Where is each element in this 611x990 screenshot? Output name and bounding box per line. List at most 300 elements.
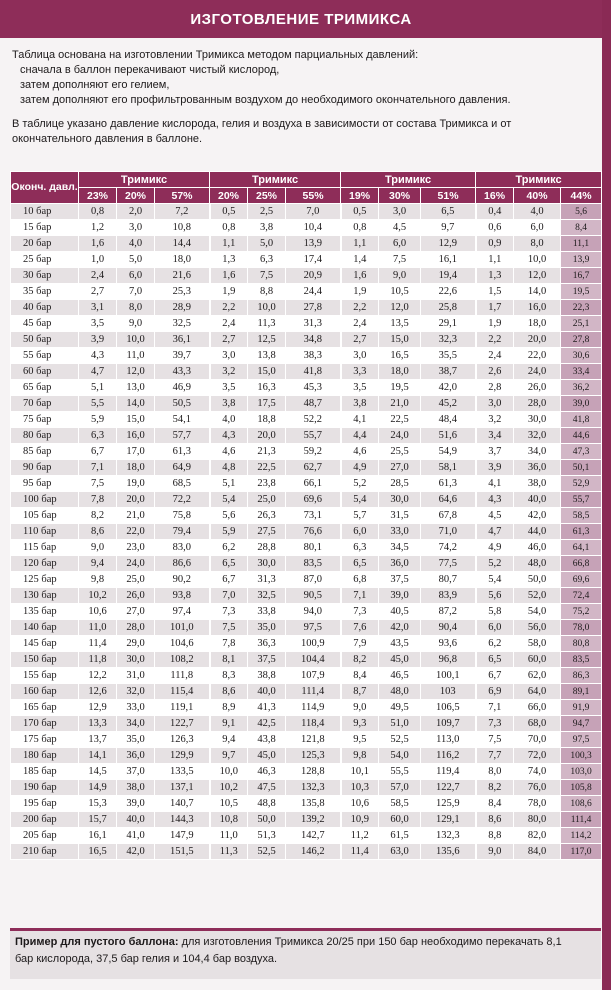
value-cell: 57,7 (155, 428, 210, 444)
value-cell: 39,0 (561, 396, 602, 412)
value-cell: 31,3 (248, 572, 286, 588)
value-cell: 39,0 (117, 796, 155, 812)
value-cell: 3,0 (476, 396, 514, 412)
value-cell: 36,2 (561, 380, 602, 396)
table-row (11, 668, 602, 684)
value-cell: 122,7 (421, 780, 476, 796)
header-col: 20% (117, 188, 155, 204)
value-cell: 24,0 (379, 428, 421, 444)
value-cell: 61,5 (379, 828, 421, 844)
value-cell: 19,4 (421, 268, 476, 284)
value-cell: 7,0 (286, 204, 341, 220)
value-cell: 68,5 (155, 476, 210, 492)
value-cell: 21,6 (155, 268, 210, 284)
value-cell: 80,0 (514, 812, 561, 828)
value-cell: 0,8 (79, 204, 117, 220)
value-cell: 34,8 (286, 332, 341, 348)
value-cell: 142,7 (286, 828, 341, 844)
value-cell: 10,0 (210, 764, 248, 780)
pressure-cell: 110 бар (11, 524, 79, 540)
value-cell: 6,0 (117, 268, 155, 284)
value-cell: 80,7 (421, 572, 476, 588)
value-cell: 9,4 (79, 556, 117, 572)
value-cell: 7,8 (210, 636, 248, 652)
value-cell: 2,2 (341, 300, 379, 316)
value-cell: 34,0 (514, 444, 561, 460)
value-cell: 27,0 (379, 460, 421, 476)
value-cell: 1,2 (79, 220, 117, 236)
value-cell: 50,5 (155, 396, 210, 412)
value-cell: 57,0 (379, 780, 421, 796)
value-cell: 59,2 (286, 444, 341, 460)
value-cell: 4,0 (514, 204, 561, 220)
value-cell: 2,7 (79, 284, 117, 300)
value-cell: 14,0 (514, 284, 561, 300)
value-cell: 9,5 (341, 732, 379, 748)
value-cell: 50,1 (561, 460, 602, 476)
value-cell: 9,7 (421, 220, 476, 236)
value-cell: 114,2 (561, 828, 602, 844)
value-cell: 4,5 (379, 220, 421, 236)
value-cell: 8,6 (79, 524, 117, 540)
table-row (11, 316, 602, 332)
value-cell: 3,7 (476, 444, 514, 460)
value-cell: 1,3 (476, 268, 514, 284)
value-cell: 40,0 (514, 492, 561, 508)
value-cell: 118,4 (286, 716, 341, 732)
value-cell: 28,0 (117, 620, 155, 636)
value-cell: 108,6 (561, 796, 602, 812)
value-cell: 31,3 (286, 316, 341, 332)
value-cell: 5,5 (79, 396, 117, 412)
value-cell: 32,5 (248, 588, 286, 604)
value-cell: 40,0 (117, 812, 155, 828)
value-cell: 4,8 (210, 460, 248, 476)
value-cell: 9,4 (210, 732, 248, 748)
value-cell: 37,5 (248, 652, 286, 668)
value-cell: 45,0 (379, 652, 421, 668)
value-cell: 8,0 (514, 236, 561, 252)
value-cell: 94,0 (286, 604, 341, 620)
value-cell: 20,0 (514, 332, 561, 348)
value-cell: 0,9 (476, 236, 514, 252)
value-cell: 54,9 (421, 444, 476, 460)
table-row (11, 460, 602, 476)
value-cell: 22,6 (421, 284, 476, 300)
value-cell: 4,5 (476, 508, 514, 524)
value-cell: 140,7 (155, 796, 210, 812)
value-cell: 10,0 (248, 300, 286, 316)
intro-line-1: Таблица основана на изготовлении Тримикса методом парциальных давлений: (12, 49, 419, 61)
example-label: Пример для пустого баллона: (15, 936, 179, 948)
value-cell: 61,3 (155, 444, 210, 460)
value-cell: 129,9 (155, 748, 210, 764)
value-cell: 1,0 (79, 252, 117, 268)
value-cell: 43,5 (379, 636, 421, 652)
value-cell: 51,6 (421, 428, 476, 444)
value-cell: 35,5 (421, 348, 476, 364)
value-cell: 16,0 (514, 300, 561, 316)
value-cell: 32,0 (514, 428, 561, 444)
value-cell: 76,0 (514, 780, 561, 796)
table-row (11, 620, 602, 636)
value-cell: 25,3 (155, 284, 210, 300)
value-cell: 23,8 (248, 476, 286, 492)
value-cell: 115,4 (155, 684, 210, 700)
value-cell: 5,6 (476, 588, 514, 604)
value-cell: 13,9 (561, 252, 602, 268)
value-cell: 82,0 (514, 828, 561, 844)
value-cell: 67,8 (421, 508, 476, 524)
value-cell: 70,0 (514, 732, 561, 748)
value-cell: 64,6 (421, 492, 476, 508)
value-cell: 6,0 (476, 620, 514, 636)
value-cell: 21,0 (379, 396, 421, 412)
value-cell: 8,0 (117, 300, 155, 316)
table-row (11, 732, 602, 748)
value-cell: 48,4 (421, 412, 476, 428)
value-cell: 74,2 (421, 540, 476, 556)
value-cell: 35,0 (248, 620, 286, 636)
value-cell: 42,0 (514, 508, 561, 524)
table-row (11, 204, 602, 220)
header-group-3: Тримикс (341, 172, 476, 188)
value-cell: 45,0 (248, 748, 286, 764)
pressure-cell: 45 бар (11, 316, 79, 332)
example-text-1: для изготовления Тримикса 20/25 при 150 бар необходимо перекачать 8,1 (178, 936, 562, 948)
value-cell: 106,5 (421, 700, 476, 716)
pressure-cell: 95 бар (11, 476, 79, 492)
value-cell: 11,0 (79, 620, 117, 636)
value-cell: 8,9 (210, 700, 248, 716)
value-cell: 6,8 (341, 572, 379, 588)
value-cell: 125,9 (421, 796, 476, 812)
value-cell: 14,9 (79, 780, 117, 796)
value-cell: 1,1 (210, 236, 248, 252)
value-cell: 12,0 (514, 268, 561, 284)
value-cell: 7,1 (79, 460, 117, 476)
value-cell: 15,3 (79, 796, 117, 812)
pressure-cell: 10 бар (11, 204, 79, 220)
value-cell: 27,8 (561, 332, 602, 348)
value-cell: 3,5 (79, 316, 117, 332)
header-final-pressure: Оконч. давл. (11, 172, 79, 204)
value-cell: 21,0 (117, 508, 155, 524)
pressure-cell: 40 бар (11, 300, 79, 316)
pressure-cell: 60 бар (11, 364, 79, 380)
value-cell: 4,1 (476, 476, 514, 492)
value-cell: 117,0 (561, 844, 602, 860)
value-cell: 9,0 (476, 844, 514, 860)
pressure-cell: 135 бар (11, 604, 79, 620)
value-cell: 10,5 (379, 284, 421, 300)
value-cell: 69,6 (286, 492, 341, 508)
value-cell: 8,8 (476, 828, 514, 844)
value-cell: 8,4 (341, 668, 379, 684)
value-cell: 20,9 (286, 268, 341, 284)
pressure-cell: 165 бар (11, 700, 79, 716)
value-cell: 3,1 (79, 300, 117, 316)
value-cell: 7,3 (210, 604, 248, 620)
value-cell: 15,0 (117, 412, 155, 428)
value-cell: 8,1 (210, 652, 248, 668)
value-cell: 5,6 (561, 204, 602, 220)
value-cell: 27,0 (117, 604, 155, 620)
table-row (11, 556, 602, 572)
value-cell: 13,3 (79, 716, 117, 732)
value-cell: 9,1 (210, 716, 248, 732)
value-cell: 7,5 (210, 620, 248, 636)
value-cell: 90,2 (155, 572, 210, 588)
value-cell: 3,5 (210, 380, 248, 396)
value-cell: 16,7 (561, 268, 602, 284)
value-cell: 12,6 (79, 684, 117, 700)
value-cell: 43,8 (248, 732, 286, 748)
value-cell: 58,1 (421, 460, 476, 476)
value-cell: 90,4 (421, 620, 476, 636)
value-cell: 58,0 (514, 636, 561, 652)
value-cell: 45,3 (286, 380, 341, 396)
value-cell: 4,9 (341, 460, 379, 476)
value-cell: 10,0 (514, 252, 561, 268)
table-row (11, 476, 602, 492)
value-cell: 25,1 (561, 316, 602, 332)
value-cell: 72,2 (155, 492, 210, 508)
value-cell: 4,3 (210, 428, 248, 444)
header-col: 40% (514, 188, 561, 204)
value-cell: 16,1 (421, 252, 476, 268)
value-cell: 8,2 (341, 652, 379, 668)
value-cell: 100,9 (286, 636, 341, 652)
value-cell: 6,3 (341, 540, 379, 556)
value-cell: 26,0 (514, 380, 561, 396)
value-cell: 38,0 (117, 780, 155, 796)
value-cell: 5,4 (476, 572, 514, 588)
pressure-cell: 20 бар (11, 236, 79, 252)
value-cell: 4,3 (476, 492, 514, 508)
table-row (11, 636, 602, 652)
intro-line-6: окончательного давления в баллоне. (12, 133, 203, 145)
value-cell: 135,6 (421, 844, 476, 860)
value-cell: 22,0 (514, 348, 561, 364)
value-cell: 83,0 (155, 540, 210, 556)
value-cell: 25,0 (248, 492, 286, 508)
value-cell: 4,0 (210, 412, 248, 428)
value-cell: 11,0 (210, 828, 248, 844)
pressure-cell: 50 бар (11, 332, 79, 348)
value-cell: 2,2 (476, 332, 514, 348)
value-cell: 52,5 (379, 732, 421, 748)
value-cell: 11,3 (210, 844, 248, 860)
pressure-cell: 120 бар (11, 556, 79, 572)
value-cell: 5,2 (341, 476, 379, 492)
value-cell: 2,4 (341, 316, 379, 332)
example-text-2: бар кислорода, 37,5 бар гелия и 104,4 бар воздуха. (15, 953, 278, 965)
table-row (11, 396, 602, 412)
value-cell: 25,0 (117, 572, 155, 588)
value-cell: 46,0 (514, 540, 561, 556)
value-cell: 2,6 (476, 364, 514, 380)
value-cell: 5,1 (79, 380, 117, 396)
pressure-cell: 175 бар (11, 732, 79, 748)
value-cell: 111,4 (561, 812, 602, 828)
value-cell: 47,5 (248, 780, 286, 796)
table-row (11, 812, 602, 828)
value-cell: 42,0 (379, 620, 421, 636)
value-cell: 7,6 (341, 620, 379, 636)
value-cell: 11,0 (117, 348, 155, 364)
pressure-cell: 85 бар (11, 444, 79, 460)
value-cell: 10,8 (210, 812, 248, 828)
value-cell: 2,2 (210, 300, 248, 316)
value-cell: 4,7 (79, 364, 117, 380)
value-cell: 8,2 (476, 780, 514, 796)
value-cell: 7,8 (79, 492, 117, 508)
value-cell: 4,9 (476, 540, 514, 556)
value-cell: 33,4 (561, 364, 602, 380)
value-cell: 17,4 (286, 252, 341, 268)
value-cell: 12,9 (421, 236, 476, 252)
value-cell: 5,8 (476, 604, 514, 620)
pressure-cell: 90 бар (11, 460, 79, 476)
value-cell: 34,5 (379, 540, 421, 556)
value-cell: 9,0 (79, 540, 117, 556)
value-cell: 64,9 (155, 460, 210, 476)
value-cell: 28,9 (155, 300, 210, 316)
value-cell: 94,7 (561, 716, 602, 732)
value-cell: 4,1 (341, 412, 379, 428)
value-cell: 119,4 (421, 764, 476, 780)
value-cell: 83,5 (286, 556, 341, 572)
pressure-cell: 105 бар (11, 508, 79, 524)
value-cell: 63,0 (379, 844, 421, 860)
pressure-cell: 15 бар (11, 220, 79, 236)
value-cell: 45,2 (421, 396, 476, 412)
value-cell: 0,5 (210, 204, 248, 220)
value-cell: 5,6 (210, 508, 248, 524)
value-cell: 36,1 (155, 332, 210, 348)
value-cell: 41,8 (286, 364, 341, 380)
value-cell: 9,0 (117, 316, 155, 332)
value-cell: 10,9 (341, 812, 379, 828)
value-cell: 28,5 (379, 476, 421, 492)
value-cell: 33,0 (117, 700, 155, 716)
value-cell: 62,7 (286, 460, 341, 476)
value-cell: 42,5 (248, 716, 286, 732)
value-cell: 33,8 (248, 604, 286, 620)
value-cell: 4,6 (210, 444, 248, 460)
header-col: 30% (379, 188, 421, 204)
value-cell: 27,8 (286, 300, 341, 316)
pressure-cell: 35 бар (11, 284, 79, 300)
value-cell: 5,9 (210, 524, 248, 540)
value-cell: 97,5 (286, 620, 341, 636)
value-cell: 38,7 (421, 364, 476, 380)
value-cell: 15,0 (248, 364, 286, 380)
value-cell: 50,0 (248, 812, 286, 828)
value-cell: 24,4 (286, 284, 341, 300)
value-cell: 41,0 (117, 828, 155, 844)
value-cell: 52,2 (286, 412, 341, 428)
value-cell: 75,8 (155, 508, 210, 524)
value-cell: 132,3 (286, 780, 341, 796)
value-cell: 60,0 (379, 812, 421, 828)
value-cell: 3,0 (117, 220, 155, 236)
pressure-cell: 130 бар (11, 588, 79, 604)
value-cell: 83,9 (421, 588, 476, 604)
value-cell: 13,7 (79, 732, 117, 748)
header-col: 44% (561, 188, 602, 204)
value-cell: 126,3 (155, 732, 210, 748)
value-cell: 55,5 (379, 764, 421, 780)
value-cell: 31,5 (379, 508, 421, 524)
value-cell: 18,0 (155, 252, 210, 268)
header-group-4: Тримикс (476, 172, 602, 188)
value-cell: 4,6 (341, 444, 379, 460)
value-cell: 41,3 (248, 700, 286, 716)
value-cell: 13,8 (248, 348, 286, 364)
value-cell: 24,0 (514, 364, 561, 380)
value-cell: 40,5 (379, 604, 421, 620)
header-col: 51% (421, 188, 476, 204)
value-cell: 3,9 (476, 460, 514, 476)
value-cell: 11,3 (248, 316, 286, 332)
table-row (11, 364, 602, 380)
value-cell: 2,8 (476, 380, 514, 396)
value-cell: 1,6 (341, 268, 379, 284)
table-row (11, 508, 602, 524)
intro-text (12, 48, 597, 147)
value-cell: 8,3 (210, 668, 248, 684)
value-cell: 77,5 (421, 556, 476, 572)
table-row (11, 236, 602, 252)
value-cell: 6,3 (248, 252, 286, 268)
value-cell: 97,5 (561, 732, 602, 748)
value-cell: 2,5 (248, 204, 286, 220)
value-cell: 32,3 (421, 332, 476, 348)
value-cell: 61,3 (421, 476, 476, 492)
value-cell: 62,0 (514, 668, 561, 684)
table-row (11, 332, 602, 348)
value-cell: 3,8 (248, 220, 286, 236)
value-cell: 31,0 (117, 668, 155, 684)
value-cell: 6,0 (514, 220, 561, 236)
value-cell: 8,8 (248, 284, 286, 300)
value-cell: 3,5 (341, 380, 379, 396)
value-cell: 18,8 (248, 412, 286, 428)
value-cell: 9,8 (341, 748, 379, 764)
value-cell: 103 (421, 684, 476, 700)
table-row (11, 300, 602, 316)
value-cell: 1,9 (341, 284, 379, 300)
value-cell: 28,8 (248, 540, 286, 556)
value-cell: 6,0 (341, 524, 379, 540)
value-cell: 7,5 (79, 476, 117, 492)
value-cell: 10,5 (210, 796, 248, 812)
value-cell: 38,3 (286, 348, 341, 364)
value-cell: 111,4 (286, 684, 341, 700)
value-cell: 64,1 (561, 540, 602, 556)
value-cell: 32,5 (155, 316, 210, 332)
value-cell: 1,3 (210, 252, 248, 268)
value-cell: 5,4 (210, 492, 248, 508)
value-cell: 3,8 (210, 396, 248, 412)
value-cell: 42,0 (421, 380, 476, 396)
pressure-cell: 205 бар (11, 828, 79, 844)
value-cell: 11,1 (561, 236, 602, 252)
pressure-cell: 55 бар (11, 348, 79, 364)
value-cell: 129,1 (421, 812, 476, 828)
